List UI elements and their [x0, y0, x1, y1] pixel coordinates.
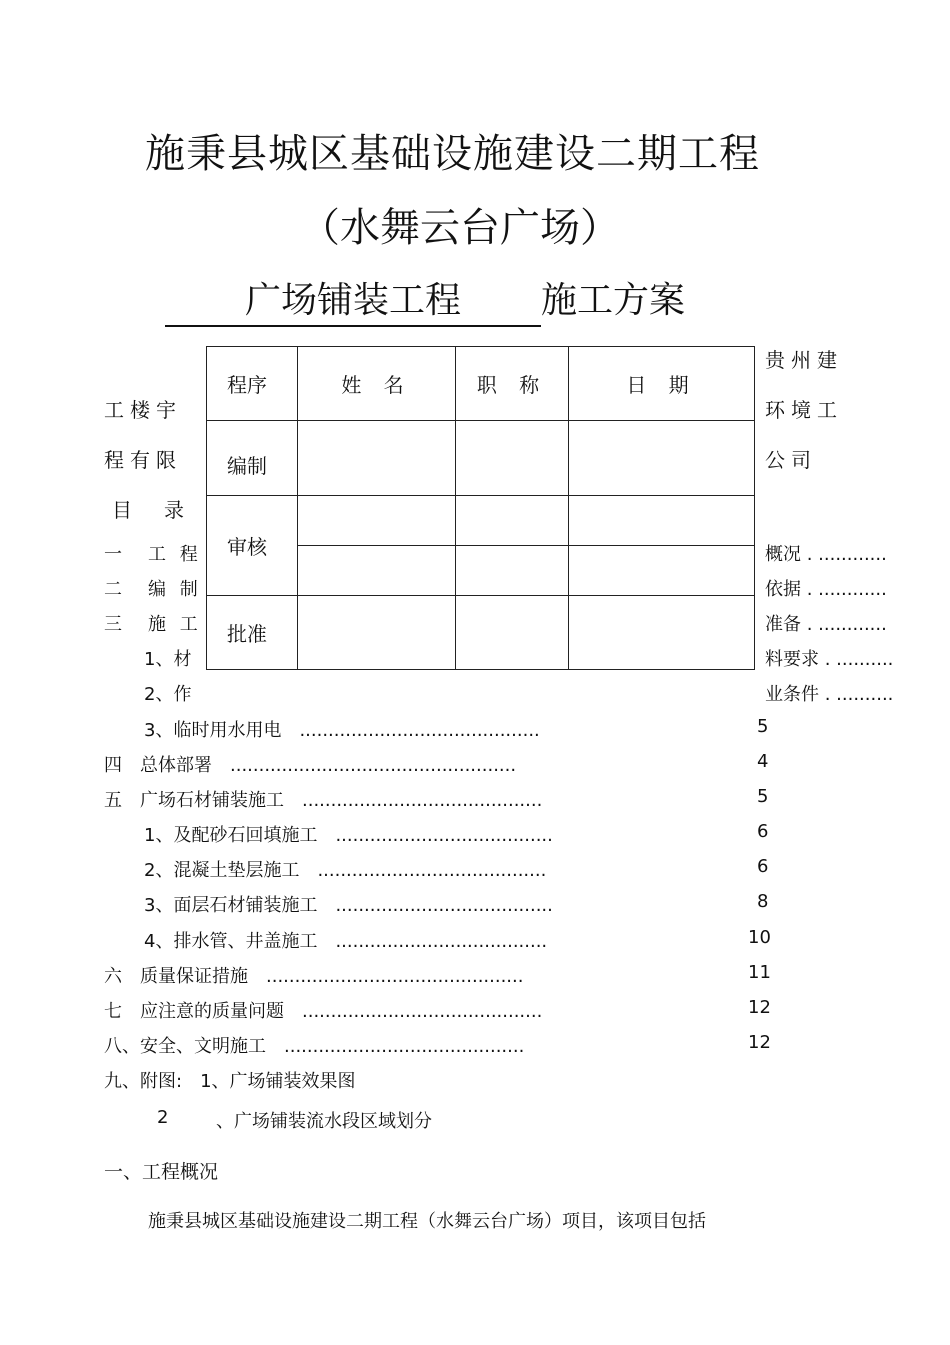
- toc-item: 2、混凝土垫层施工 ........................................: [144, 860, 547, 881]
- toc-split-left: 三 施 工: [104, 614, 202, 635]
- table-cell: [298, 596, 456, 670]
- plan-title-underlined: 广场铺装工程: [165, 272, 541, 327]
- toc-item: 3、面层石材铺装施工 ......................................: [144, 895, 553, 916]
- header-date: 日 期: [569, 347, 755, 421]
- right-fragment-3: 公司: [765, 448, 817, 472]
- toc-split-left: 二 编 制: [104, 579, 202, 600]
- table-cell: [298, 546, 456, 596]
- table-cell: [298, 496, 456, 546]
- toc-page: 6: [757, 856, 769, 877]
- toc-split-right: 准备 . ............: [765, 614, 887, 635]
- toc-split-left: 一 工 程: [104, 544, 202, 565]
- header-name: 姓 名: [298, 347, 456, 421]
- toc-split-left: 2、作: [144, 684, 192, 705]
- table-cell: [456, 496, 569, 546]
- row-label-compile: 编制: [207, 421, 298, 496]
- table-cell: [456, 546, 569, 596]
- header-procedure: 程序: [207, 347, 298, 421]
- toc-item: 八、安全、文明施工 ..........................................: [104, 1036, 525, 1057]
- plan-title: [165, 272, 685, 327]
- toc-page: 12: [748, 1032, 771, 1053]
- table-cell: [569, 596, 755, 670]
- toc-item: 七 应注意的质量问题 ..........................................: [104, 1001, 543, 1022]
- table-header-row: [207, 347, 755, 421]
- toc-appendix: 九、附图: 1、广场铺装效果图: [104, 1071, 356, 1092]
- left-fragment-2: 程有限: [104, 448, 182, 472]
- plan-title-suffix: 施工方案: [541, 280, 686, 321]
- section-paragraph: 施秉县城区基础设施建设二期工程（水舞云台广场）项目，该项目包括: [148, 1211, 706, 1232]
- toc-item: 4、排水管、井盖施工 .....................................: [144, 931, 548, 952]
- right-fragment-2: 环境工: [765, 398, 843, 422]
- table-cell: [569, 496, 755, 546]
- toc-item: 五 广场石材铺装施工 ..........................................: [104, 790, 543, 811]
- table-row: [207, 496, 755, 546]
- table-cell: [569, 546, 755, 596]
- table-row: [207, 596, 755, 670]
- toc-item: 3、临时用水用电 ..........................................: [144, 720, 540, 741]
- row-label-approve: 批准: [207, 596, 298, 670]
- table-cell: [569, 421, 755, 496]
- toc-page: 5: [757, 786, 769, 807]
- toc-page: 11: [748, 962, 771, 983]
- toc-page: 4: [757, 751, 769, 772]
- toc-item: 1、及配砂石回填施工 ......................................: [144, 825, 553, 846]
- toc-heading: 目 录: [112, 498, 190, 522]
- toc-item: 六 质量保证措施 .............................................: [104, 966, 524, 987]
- toc-page: 10: [748, 927, 771, 948]
- signature-table: [206, 346, 755, 670]
- document-title: 施秉县城区基础设施建设二期工程: [145, 131, 760, 177]
- toc-appendix-number: 2: [157, 1107, 169, 1128]
- toc-split-left: 1、材: [144, 649, 192, 670]
- header-title: 职 称: [456, 347, 569, 421]
- toc-split-right: 概况 . ............: [765, 544, 887, 565]
- left-fragment-1: 工楼宇: [104, 398, 182, 422]
- section-heading: 一、工程概况: [104, 1161, 219, 1183]
- table-row: [207, 421, 755, 496]
- table-cell: [456, 596, 569, 670]
- toc-split-right: 业条件 . ..........: [765, 684, 894, 705]
- table-cell: [456, 421, 569, 496]
- row-label-review: 审核: [207, 496, 298, 596]
- toc-page: 8: [757, 891, 769, 912]
- document-subtitle: （水舞云台广场）: [300, 205, 620, 251]
- toc-split-right: 依据 . ............: [765, 579, 887, 600]
- toc-page: 5: [757, 716, 769, 737]
- toc-page: 6: [757, 821, 769, 842]
- right-fragment-1: 贵州建: [765, 348, 843, 372]
- table-cell: [298, 421, 456, 496]
- toc-page: 12: [748, 997, 771, 1018]
- toc-item: 四 总体部署 ..................................................: [104, 755, 517, 776]
- toc-appendix-item: 、广场铺装流水段区域划分: [216, 1111, 432, 1132]
- toc-split-right: 料要求 . ..........: [765, 649, 894, 670]
